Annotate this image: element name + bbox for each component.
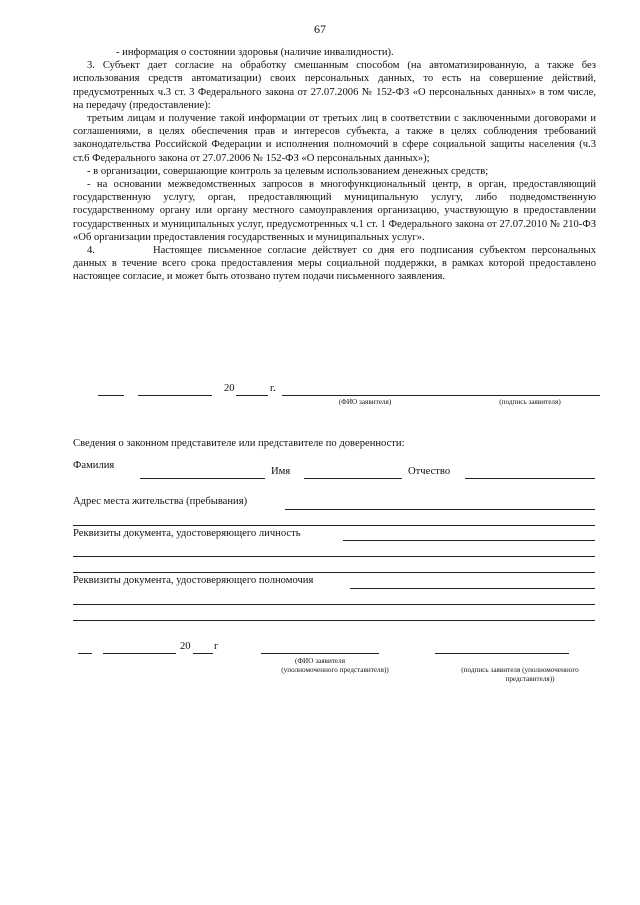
sign2-caption-line2: представителя)) <box>505 675 555 683</box>
id-doc-field-line-1[interactable] <box>343 540 595 541</box>
patronymic-label: Отчество <box>408 466 451 477</box>
authority-doc-field-line-1[interactable] <box>350 588 595 589</box>
sign-caption: (подпись заявителя) <box>499 398 561 406</box>
surname-field[interactable] <box>140 478 265 479</box>
page-number: 67 <box>314 22 326 36</box>
date2-month-line[interactable] <box>103 653 176 654</box>
address-field-line-2[interactable] <box>73 525 595 526</box>
authority-doc-label: Реквизиты документа, удостоверяющего полномочия <box>73 575 314 586</box>
authority-doc-field-line-2[interactable] <box>73 604 595 605</box>
sign2-caption-line1: (подпись заявителя (уполномоченного <box>461 666 579 674</box>
paragraph-organizations: - в организации, совершающие контроль за целевым использованием денежных средств; <box>87 165 489 177</box>
date-month-line[interactable] <box>138 395 212 396</box>
surname-label: Фамилия <box>73 460 115 471</box>
year2-prefix: 20 <box>180 641 191 652</box>
fio2-caption-line1: (ФИО заявителя <box>294 657 346 665</box>
name-field[interactable] <box>304 478 402 479</box>
year-prefix: 20 <box>224 383 235 394</box>
fio2-field[interactable] <box>261 653 379 654</box>
date-day-line[interactable] <box>98 395 124 396</box>
paragraph-mfc: - на основании межведомственных запросов в многофункциональный центр, в орган, предоставляющий государственную услугу, орган, предоставляющий муниципальную услугу, либо подведомственную государственному органу или органу местного самоуправления организацию, участвующую в предоставлении государственных и муниципальных услуг, предусмотренных ч.1 ст. 1 Федерального закона от 27.07.2010 № 210-ФЗ «Об организации предоставления государственных и муниципальных услуг». <box>73 179 596 243</box>
fio-caption: (ФИО заявителя) <box>338 398 392 406</box>
id-doc-field-line-2[interactable] <box>73 556 595 557</box>
date-year-line[interactable] <box>236 395 268 396</box>
address-field-line-1[interactable] <box>285 509 595 510</box>
paragraph-4-text: Настоящее письменное согласие действует со дня его подписания субъектом персональных данных в течение всего срока предоставления меры социальной поддержки, в рамках которой предоставлено настоящее согласие, и может быть отозвано путем подачи письменного заявления. <box>73 245 596 283</box>
paragraph-4 <box>73 244 596 284</box>
date2-year-line[interactable] <box>193 653 213 654</box>
fio2-caption-line2: (уполномоченного представителя)) <box>281 666 389 674</box>
name-label: Имя <box>271 466 291 477</box>
date2-day-line[interactable] <box>78 653 92 654</box>
sign2-field[interactable] <box>435 653 569 654</box>
rep-heading: Сведения о законном представителе или представителе по доверенности: <box>73 438 405 449</box>
consent-body <box>73 46 596 284</box>
paragraph-health: - информация о состоянии здоровья (наличие инвалидности). <box>116 47 394 58</box>
patronymic-field[interactable] <box>465 478 595 479</box>
id-doc-field-line-3[interactable] <box>73 572 595 573</box>
fio-signature-line[interactable] <box>282 395 600 396</box>
paragraph-3: 3. Субъект дает согласие на обработку смешанным способом (на автоматизированную, а также без использования средств автоматизации) своих персональных данных, то есть на совершение действий, предусмотренных ч.3 ст. 3 Федерального закона от 27.07.2006 № 152-ФЗ «О персональных данных» в том числе, на передачу (предоставление): <box>73 60 596 111</box>
address-label: Адрес места жительства (пребывания) <box>73 496 248 507</box>
paragraph-third-parties: третьим лицам и получение такой информации от третьих лиц в соответствии с заключенными договорами и соглашениями, в целях обеспечения прав и интересов субъекта, а также в целях соблюдения требований законодательства Российской Федерации и исполнения полномочий в сфере социальной защиты населения (ч.3 ст.6 Федерального закона от 27.07.2006 № 152-ФЗ «О персональных данных»); <box>73 113 596 164</box>
year-suffix: г. <box>270 383 276 394</box>
authority-doc-field-line-3[interactable] <box>73 620 595 621</box>
year2-suffix: г <box>214 641 219 652</box>
id-doc-label: Реквизиты документа, удостоверяющего личность <box>73 528 301 539</box>
paragraph-4-number: 4. <box>87 245 95 257</box>
